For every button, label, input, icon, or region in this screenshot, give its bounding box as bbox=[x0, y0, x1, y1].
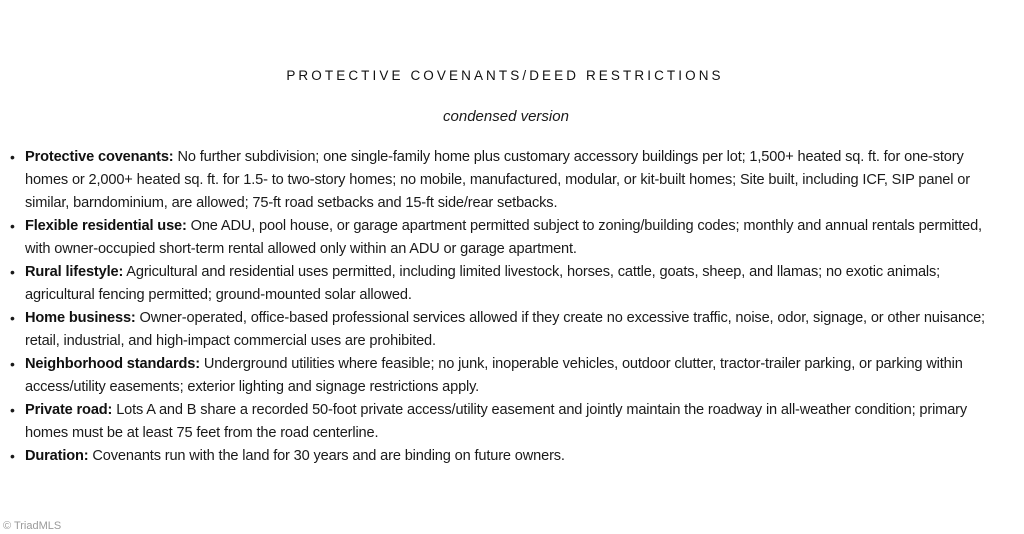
copyright-watermark: © TriadMLS bbox=[3, 520, 62, 532]
list-item bbox=[10, 445, 1010, 468]
item-text: No further subdivision; one single-family home plus customary accessory buildings per lot; 1,500+ heated sq. ft. for one-story homes or 2,000+ heated sq. ft. for 1.5- to two-story homes; no mobile, manufactured, modular, or kit-built homes; Site built, including ICF, SIP panel or similar, barndominium, are allowed; 75-ft road setbacks and 15-ft side/rear setbacks. bbox=[25, 149, 970, 211]
item-term: Rural lifestyle: bbox=[25, 264, 124, 280]
list-item bbox=[10, 399, 1010, 445]
item-term: Protective covenants: bbox=[25, 149, 174, 165]
list-item bbox=[10, 261, 1010, 307]
bullet-icon: • bbox=[10, 264, 15, 280]
list-item bbox=[10, 307, 1010, 353]
item-term: Neighborhood standards: bbox=[25, 356, 200, 372]
covenant-list bbox=[10, 146, 1010, 468]
item-text: Agricultural and residential uses permitted, including limited livestock, horses, cattle, goats, sheep, and llamas; no exotic animals; agricultural fencing permitted; ground-mounted solar allowed. bbox=[25, 264, 941, 303]
item-term: Private road: bbox=[25, 402, 113, 418]
list-item bbox=[10, 353, 1010, 399]
bullet-icon: • bbox=[10, 149, 15, 165]
item-term: Home business: bbox=[25, 310, 136, 326]
item-text: Underground utilities where feasible; no junk, inoperable vehicles, outdoor clutter, tractor-trailer parking, or parking within access/utility easements; exterior lighting and signage restrictions apply. bbox=[25, 356, 963, 395]
bullet-icon: • bbox=[10, 218, 15, 234]
bullet-icon: • bbox=[10, 448, 15, 464]
bullet-icon: • bbox=[10, 402, 15, 418]
bullet-icon: • bbox=[10, 356, 15, 372]
item-text: Lots A and B share a recorded 50-foot private access/utility easement and jointly maintain the roadway in all-weather condition; primary homes must be at least 75 feet from the road centerline. bbox=[25, 402, 968, 441]
list-item bbox=[10, 146, 1010, 215]
document-subtitle: condensed version bbox=[443, 108, 569, 125]
item-term: Duration: bbox=[25, 448, 89, 464]
document-title: PROTECTIVE COVENANTS/DEED RESTRICTIONS bbox=[286, 68, 724, 83]
item-text: One ADU, pool house, or garage apartment permitted subject to zoning/building codes; monthly and annual rentals permitted, with owner-occupied short-term rental allowed only within an ADU or garage apartment. bbox=[25, 218, 982, 257]
list-item bbox=[10, 215, 1010, 261]
item-term: Flexible residential use: bbox=[25, 218, 187, 234]
item-text: Owner-operated, office-based professional services allowed if they create no excessive traffic, noise, odor, signage, or other nuisance; retail, industrial, and high-impact commercial uses are prohibited. bbox=[25, 310, 985, 349]
bullet-icon: • bbox=[10, 310, 15, 326]
item-text: Covenants run with the land for 30 years and are binding on future owners. bbox=[92, 448, 565, 464]
